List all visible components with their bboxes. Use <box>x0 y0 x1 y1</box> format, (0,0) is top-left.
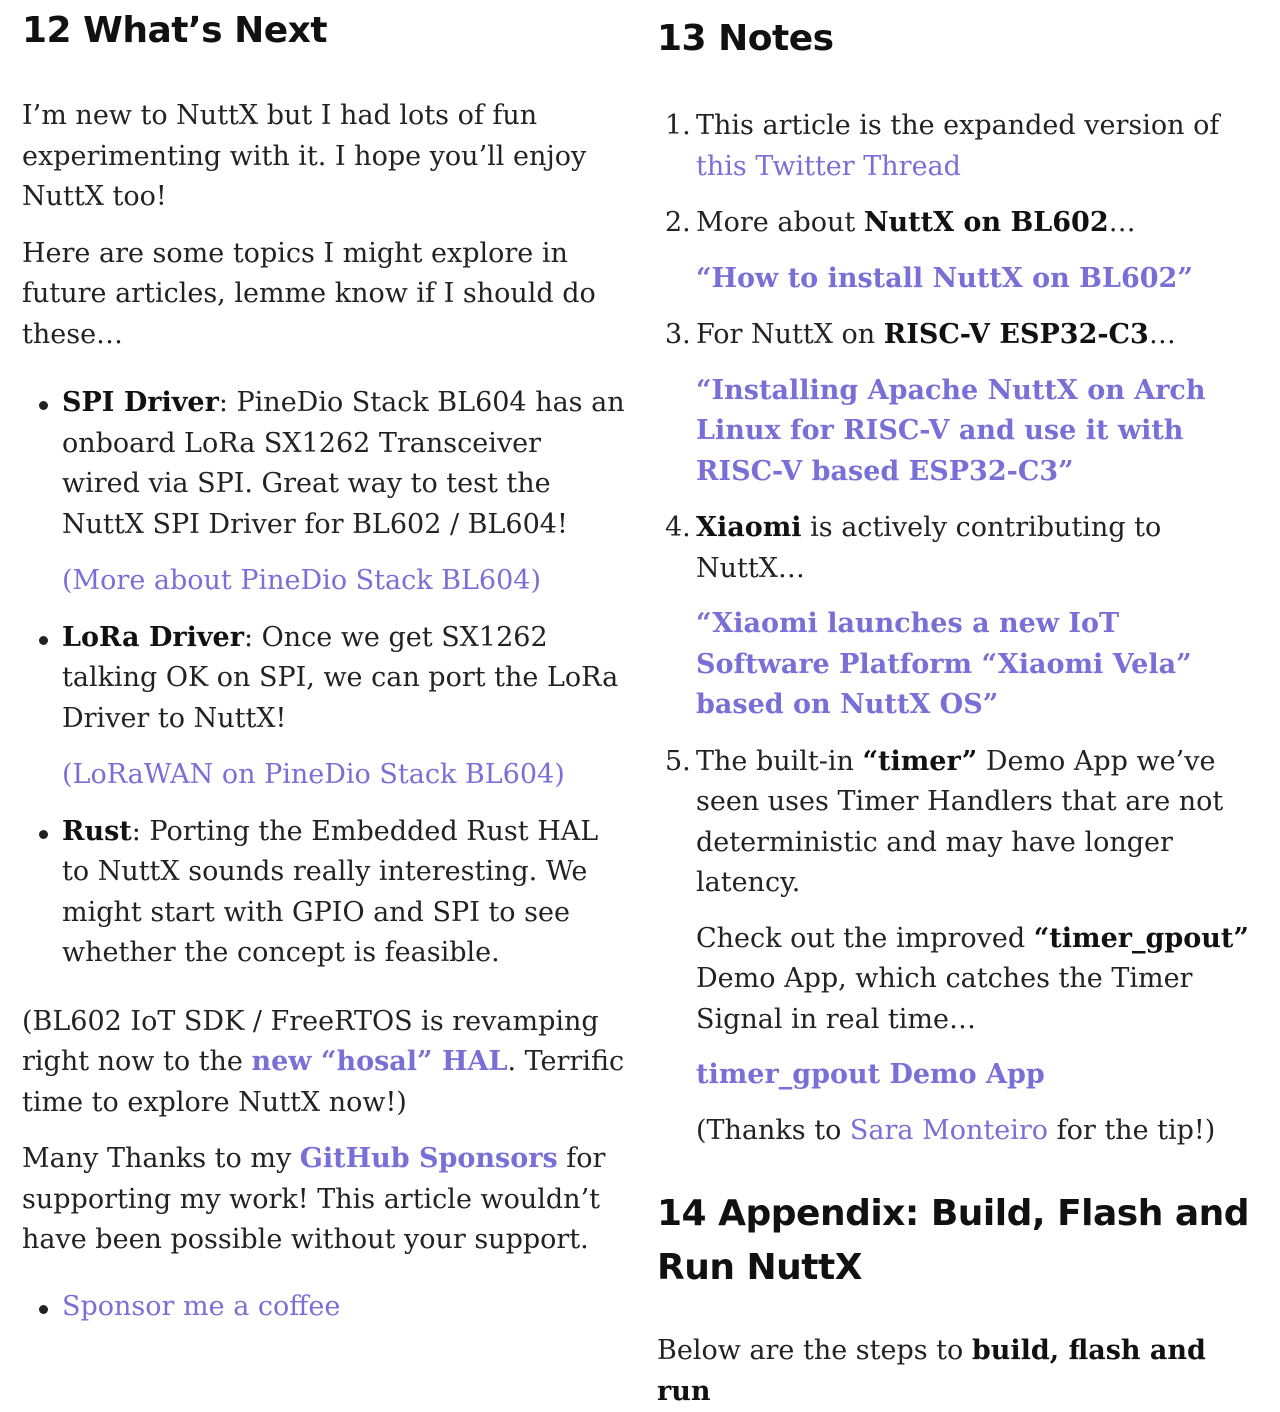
note-item-2: 2. More about NuttX on BL602… “How to install NuttX on BL602” <box>657 203 1257 299</box>
note-item-1: 1. This article is the expanded version of this Twitter Thread <box>657 106 1257 187</box>
sponsor-list <box>22 1287 627 1328</box>
right-column <box>657 0 1257 1412</box>
thanks-paragraph: Many Thanks to my GitHub Sponsors for supporting my work! This article wouldn’t have been possible without your support. <box>22 1143 606 1255</box>
sponsor-coffee-link[interactable]: Sponsor me a coffee <box>62 1290 341 1322</box>
esp32-c3-article-link[interactable]: “Installing Apache NuttX on Arch Linux for RISC-V and use it with RISC-V based ESP32-C3” <box>696 374 1206 487</box>
note-item-5: 5. The built-in “timer” Demo App we’ve seen uses Timer Handlers that are not deterministic and may have longer latency. Check out the improved “timer_gpout” Demo App, which catches the Timer Signal in real time… timer_gpout Demo App (Thanks to Sara Monteiro for the tip!) <box>657 742 1257 1152</box>
hosal-hal-link[interactable]: new “hosal” HAL <box>251 1046 508 1077</box>
bullet-title: Rust <box>62 815 132 847</box>
left-column <box>22 0 627 1343</box>
note-item-3: 3. For NuttX on RISC-V ESP32-C3… “Installing Apache NuttX on Arch Linux for RISC-V and use it with RISC-V based ESP32-C3” <box>657 315 1257 492</box>
list-item-spi-driver: SPI Driver: PineDio Stack BL604 has an onboard LoRa SX1262 Transceiver wired via SPI. Great way to test the NuttX SPI Driver for BL602 / BL604! (More about PineDio Stack BL604) <box>22 383 627 602</box>
intro-paragraph: I’m new to NuttX but I had lots of fun experimenting with it. I hope you’ll enjoy NuttX too! <box>22 100 587 212</box>
github-sponsors-link[interactable]: GitHub Sponsors <box>299 1143 558 1174</box>
list-item-sponsor <box>22 1287 627 1328</box>
twitter-thread-link[interactable]: this Twitter Thread <box>696 150 961 182</box>
bullet-title: LoRa Driver <box>62 621 244 653</box>
bl602-paragraph: (BL602 IoT SDK / FreeRTOS is revamping right now to the new “hosal” HAL. Terrific time to explore NuttX now!) <box>22 1005 625 1118</box>
notes-list <box>657 106 1257 1151</box>
section-heading-whats-next: 12 What’s Next <box>22 10 328 51</box>
note-number: 1. <box>665 110 691 141</box>
bullet-title: SPI Driver <box>62 387 219 418</box>
install-nuttx-bl602-link[interactable]: “How to install NuttX on BL602” <box>696 262 1193 294</box>
note-number: 2. <box>665 207 691 238</box>
xiaomi-vela-link[interactable]: “Xiaomi launches a new IoT Software Platform “Xiaomi Vela” based on NuttX OS” <box>696 608 1192 720</box>
lorawan-link[interactable]: (LoRaWAN on PineDio Stack BL604) <box>62 759 565 790</box>
list-item-lora-driver: LoRa Driver: Once we get SX1262 talking OK on SPI, we can port the LoRa Driver to NuttX! (LoRaWAN on PineDio Stack BL604) <box>22 618 627 796</box>
list-item-rust: Rust: Porting the Embedded Rust HAL to NuttX sounds really interesting. We might start with GPIO and SPI to see whether the concept is feasible. <box>22 812 627 974</box>
pinedio-stack-link[interactable]: (More about PineDio Stack BL604) <box>62 565 541 596</box>
note-number: 4. <box>665 512 691 543</box>
topics-list <box>22 383 627 974</box>
note-number: 5. <box>665 745 691 777</box>
section-heading-notes: 13 Notes <box>657 18 834 59</box>
note-item-4: 4. Xiaomi is actively contributing to NuttX… “Xiaomi launches a new IoT Software Platform “Xiaomi Vela” based on NuttX OS” <box>657 508 1257 726</box>
appendix-intro: Below are the steps to build, flash and run <box>657 1335 1206 1407</box>
note-number: 3. <box>665 319 691 350</box>
topics-paragraph: Here are some topics I might explore in future articles, lemme know if I should do these… <box>22 237 596 350</box>
sara-monteiro-link[interactable]: Sara Monteiro <box>849 1114 1049 1146</box>
timer-gpout-link[interactable]: timer_gpout Demo App <box>696 1059 1045 1090</box>
section-heading-appendix: 14 Appendix: Build, Flash and Run NuttX <box>657 1193 1250 1288</box>
